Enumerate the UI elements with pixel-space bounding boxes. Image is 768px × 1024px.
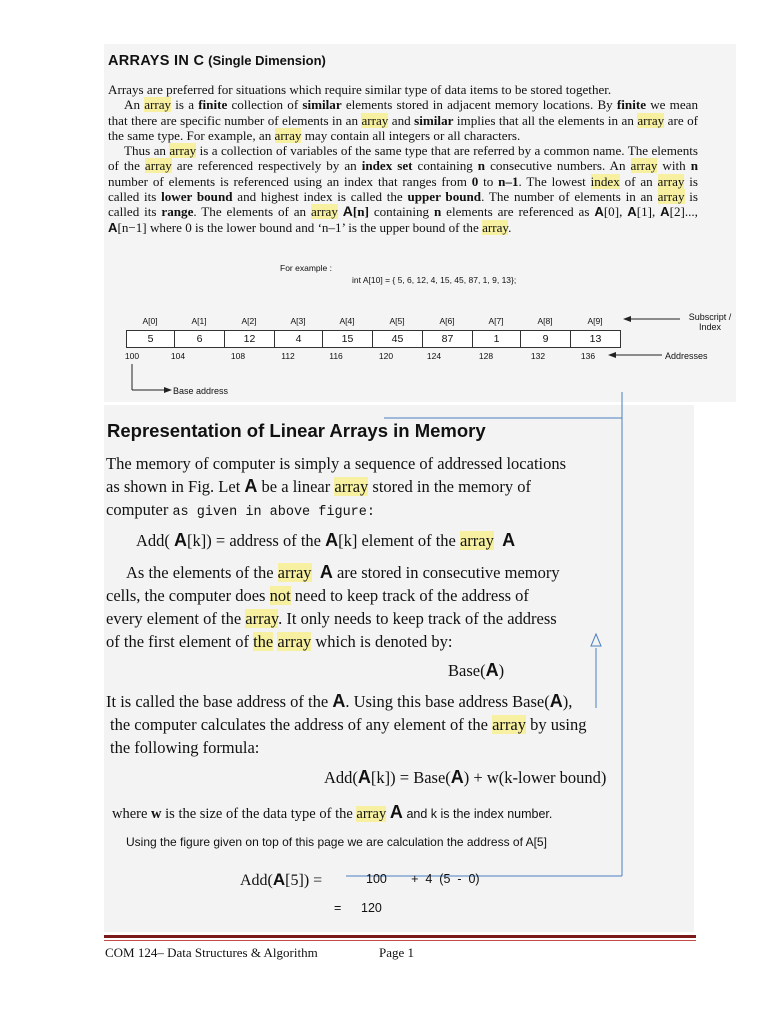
footer-rule-thick [104, 935, 696, 938]
paragraph-index-set: Thus an array is a collection of variables of the same type that are referred by a common name. The elements of the array are referenced respectively by an index set containing n consecutive numbers. An array with n number of elements is referenced using an index that ranges from 0 to n–1. The lowest index of an array is called its lower bound and highest index is called the upper bound. The number of elements in an array is called its range. The elements of an array A[n] containing n elements are referenced as A[0], A[1], A[2]..., A[n−1] where 0 is the lower bound and ‘n–1’ is the upper bound of the array. [108, 143, 699, 235]
array-cell: 1 [472, 330, 521, 348]
array-cell: 4 [274, 330, 323, 348]
footer-rule-thin [104, 940, 696, 941]
heading-linear-arrays: Representation of Linear Arrays in Memory [107, 420, 486, 441]
where-w-line: where w is the size of the data type of the array A and k is the index number. [112, 802, 553, 822]
example-code: int A[10] = { 5, 6, 12, 4, 15, 45, 87, 1, 9, 13}; [352, 275, 517, 285]
array-cell: 45 [372, 330, 423, 348]
example-label: For example : [280, 263, 332, 273]
memory-address: 108 [230, 351, 246, 361]
memory-address: 116 [329, 351, 343, 361]
base-address-label: Base address [173, 386, 229, 396]
memory-address: 100 [124, 351, 140, 361]
calculation-values: 100 + 4 (5 - 0) [366, 872, 480, 886]
addresses-label: Addresses [665, 351, 708, 361]
array-cell: 87 [422, 330, 473, 348]
footer-course: COM 124– Data Structures & Algorithm [105, 945, 318, 960]
memory-address: 128 [478, 351, 494, 361]
index-label: A[6] [439, 316, 455, 326]
array-cell: 13 [570, 330, 621, 348]
consecutive-paragraph: As the elements of the array A are stored in consecutive memory cells, the computer does not need to keep track of the address of every element of the array. It only needs to keep track of the address of the first element of the array which is denoted by: [106, 562, 560, 651]
base-notation: Base(A) [448, 660, 505, 680]
index-label: A[4] [339, 316, 355, 326]
array-cell: 9 [520, 330, 571, 348]
subscript-label: Subscript / Index [688, 312, 732, 332]
memory-address: 112 [281, 351, 295, 361]
array-cell: 6 [174, 330, 225, 348]
index-label: A[2] [241, 316, 257, 326]
array-cell: 5 [126, 330, 175, 348]
index-label: A[9] [587, 316, 603, 326]
memory-address: 136 [580, 351, 596, 361]
footer-page-number: Page 1 [379, 945, 415, 960]
index-label: A[7] [488, 316, 504, 326]
formula-general: Add(A[k]) = Base(A) + w(k-lower bound) [324, 767, 607, 787]
index-label: A[1] [191, 316, 207, 326]
index-label: A[0] [142, 316, 158, 326]
base-address-arrow-head [164, 387, 172, 393]
memory-address: 132 [530, 351, 546, 361]
addresses-arrow-head [608, 352, 616, 358]
calculation-line: Add(A[5]) = [240, 870, 323, 889]
calculation-intro: Using the figure given on top of this page we are calculation the address of A[5] [126, 835, 547, 849]
linear-arrays-text: The memory of computer is simply a sequence of addressed locations as shown in Fig. Let A be a linear array stored in the memory of computer as given in above figure: [106, 454, 567, 520]
base-address-paragraph: It is called the base address of the A. Using this base address Base(A), the computer calculates the address of any element of the array by using the following formula: [106, 691, 587, 757]
memory-address: 124 [426, 351, 442, 361]
memory-address: 120 [378, 351, 394, 361]
calculation-equals: = [334, 901, 342, 915]
array-cell: 15 [322, 330, 373, 348]
index-label: A[5] [389, 316, 405, 326]
calculation-result: 120 [361, 901, 382, 915]
section-title: ARRAYS IN C (Single Dimension) [108, 53, 326, 69]
paragraph-finite: An array is a finite collection of similar elements stored in adjacent memory locations. By finite we mean that there are specific number of elements in an array and similar implies that all the elements in an array are of the same type. For example, an array may contain all integers or all characters. [108, 97, 699, 143]
formula-address: Add( A[k]) = address of the A[k] element of the array A [136, 530, 516, 550]
subscript-arrow-head [623, 316, 631, 322]
memory-address: 104 [170, 351, 186, 361]
array-cell: 12 [224, 330, 275, 348]
index-label: A[8] [537, 316, 553, 326]
intro-line: Arrays are preferred for situations which require similar type of data items to be stored together. [108, 82, 612, 97]
index-label: A[3] [290, 316, 306, 326]
